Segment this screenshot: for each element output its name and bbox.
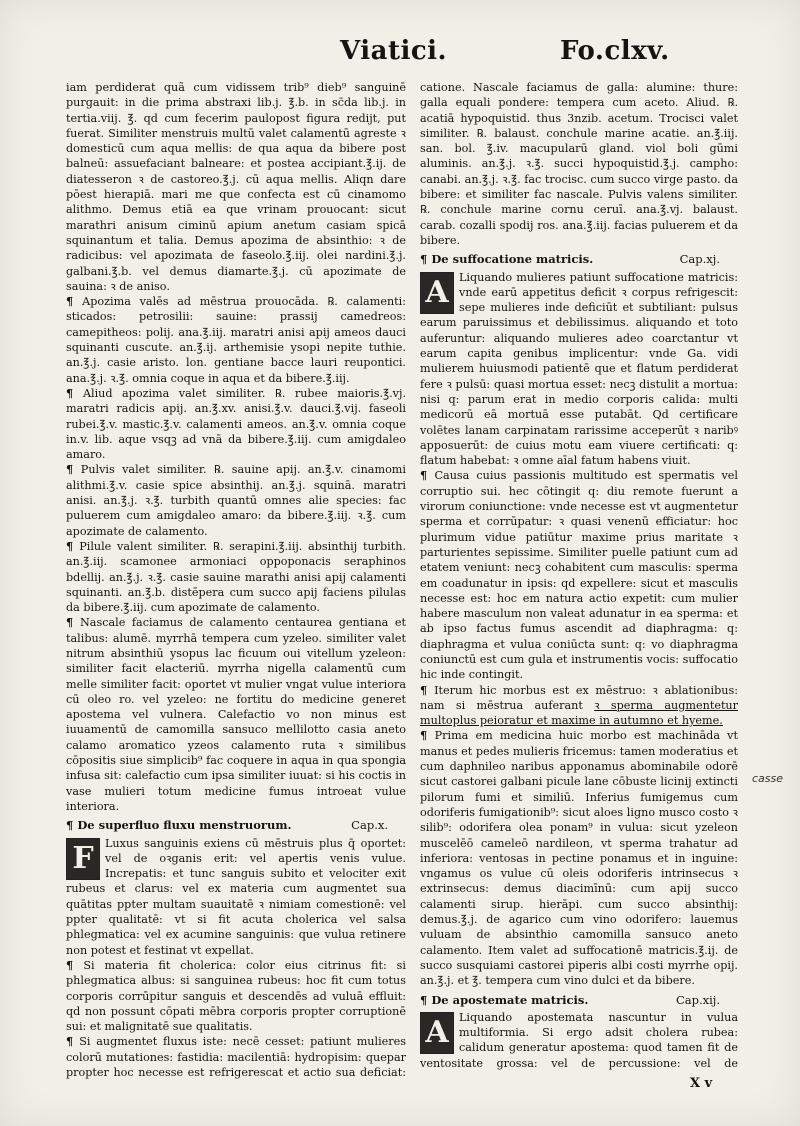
paragraph-mark-icon: ¶ — [420, 992, 432, 1007]
paragraph — [420, 1010, 738, 1070]
chapter-number: Cap.x. — [351, 818, 388, 833]
chapter-number: Cap.xij. — [675, 992, 720, 1007]
handwritten-margin-note: casse — [752, 772, 784, 785]
decorated-initial: A — [420, 1012, 454, 1054]
paragraph-mark-icon: ¶ — [66, 615, 81, 630]
paragraph — [420, 468, 738, 682]
paragraph-text: Iterum hic morbus est ex mēstruo: ꝛ ablationibus: nam si mēstrua auferant — [420, 683, 738, 712]
paragraph — [420, 683, 738, 729]
paragraph — [66, 539, 406, 615]
folio-number: Fo.clxv. — [560, 36, 670, 66]
running-head-title: Viatici. — [340, 36, 448, 66]
chapter-heading — [420, 252, 738, 267]
paragraph-text: Apozima valēs ad mēstrua prouocāda. ℞. calamenti: sticados: petrosilii: sauine: prassij camedreos: camepitheos: polij. ana.℥.iij. maratri anisi apij ameos dauci squinanti cuscute. an.℥.ij. arthemisie ysopi nepite tuthie. an.℥.j. casie aristo. lon. gentiane bacce lauri reupontici. ana.℥.j. ꝛ.℥. omnia coque in aqua et da bibere.℥.iij. — [66, 295, 406, 385]
decorated-initial: A — [420, 272, 454, 314]
paragraph-text: Prima em medicina huic morbo est machināda vt manus et pedes mulieris fricemus: tamen moderatius et cum daphnileo naribus apponamus abominabile odorē sicut castorei galbani picule lane cōbuste licinij extincti pilorum fumi et similiū. Inferius fumigemus cum odoriferis fumigationib⁹: sicut aloes ligno musco costo ꝛ silib⁹: odorifera olea ponam⁹ in vulua: sicut yzeleon muscelēō cameleō nardileon, vt sperma trahatur ad inferiora: ventosas in pectine ponamus et in inguine: vngamus os vulue cū oleis odoriferis intrinsecus ꝛ extrinsecus: demus diacimīnū: cum apij succo calamenti sirup. hierāpi. cum succo absinthij: demus.℥.j. de agarico cum vino odorifero: lauemus vuluam de absinthio camomilla sansuco aneto calamento. Item valet ad suffocationē matricis.℥.ij. de succo susquiami castorei piperis albi costi myrrhe opij. an.℥.j. et ℥. tempera cum vino dulci et da bibere. — [420, 729, 738, 988]
paragraph-text: Causa cuius passionis multitudo est spermatis vel corruptio sui. hec cōtingit q: diu remote fuerunt a virorum coniunctione: vnde necesse est vt augmentetur sperma et corrūpatur: ꝛ quasi venenū efficiatur: hoc plurimum vidue patiūtur maxime prius maritate ꝛ parturientes sepissime. Similiter puelle patiunt cum ad etatem veniunt: necꝫ cohabitent cum masculis: sperma em coadunatur in ipsis: qd expellere: sicut et masculis necesse est: hoc em natura actio expetit: cum mulier habere masculum non valeat adunatur in ea sperma: et ab ipso factus fumus ascendit ad diaphragma: q: diaphragma et vulua coniūcta sunt: q: vo diaphragma coniunctū est cum gula et instrumentis vocis: suffocatio hic inde contingit. — [420, 469, 738, 682]
paragraph-text: Si augmentet fluxus iste: necē cesset: patiunt mulieres colorū mutationes: fastidia: macilentiā: hydropisim: quepar propter hoc necesse est refrigerescat et actio sua deficiat: — [66, 1035, 406, 1079]
paragraph — [66, 615, 406, 814]
left-column — [66, 80, 406, 1080]
paragraph-mark-icon: ¶ — [420, 468, 435, 483]
chapter-heading — [420, 993, 738, 1008]
paragraph-text: Liquando apostemata nascuntur in vulua multiformia. Si ergo adsit cholera rubea: calidum generatur apostema: quod tamen fit de ventositate grossa: vel de percussione: vel de — [420, 1010, 738, 1070]
paragraph-text: Si materia fit cholerica: color eius citrinus fit: si phlegmatica albus: si sanguinea rubeus: hoc fit cum totus corporis corrūpitur sanguis et descendēs ad vuluā effluit: qd non possunt cōpati mēbra corporis propter corruptionē sui: et malignitatē sue qualitatis. — [66, 958, 406, 1034]
paragraph — [420, 270, 738, 469]
paragraph — [420, 728, 738, 988]
chapter-number: Cap.xj. — [679, 252, 720, 267]
paragraph-text: Aliud apozima valet similiter. ℞. rubee maioris.℥.vj. maratri radicis apij. an.℥.xv. anisi.℥.v. dauci.℥.vij. faseoli rubei.℥.v. mastic.℥.v. calamenti ameos. an.℥.v. omnia coque in.v. lib. aque vsqꝫ ad vnā da bibere.℥.iij. cum amigdaleo amaro. — [66, 386, 406, 462]
paragraph: iam perdiderat quã cum vidissem trib⁹ dieb⁹ sanguinē purgauit: in die prima abstraxi lib.j. ℥.b. in sc̄da lib.j. in tertia.viij. ℥. qd cum fecerim paulopost figura redijt, put fuerat. Similiter menstruis multū valet calamentū agreste ꝛ domesticū cum aqua mellis: de qua aqua da bibere post balneū: assuefaciant balneare: et postea accipiant.℥.ij. de diatesseron ꝛ de castoreo.℥.j. cū aqua mellis. Aliqn dare pōest hierapiā. mari me que confecta est cū cinamomo alithmo. Demus etiā ea que vrinam prouocant: sicut marathri anisum ciminū apium anetum casiam spicā squinantum et talia. Demus apozima de absinthio: ꝛ de radicibus: vel apozimata de faseolo.℥.iij. olei nardini.℥.j. galbani.℥.b. vel demus diamarte.℥.j. cū apozimate de sauina: ꝛ de aniso. — [66, 81, 406, 293]
paragraph-text: Pulvis valet similiter. ℞. sauine apij. an.℥.v. cinamomi alithmi.℥.v. casie spice absinthij. an.℥.j. squinā. maratri anisi. an.℥.j. ꝛ.℥. turbith quantū omnes alie species: fac puluerem cum amigdaleo amaro: da bibere.℥.iij. ꝛ.℥. cum apozimate de calamento. — [66, 463, 406, 538]
paragraph: catione. Nascale faciamus de galla: alumine: thure: galla equali pondere: tempera cum aceto. Aliud. ℞. acatiā hypoquistid. thus 3nzib. acetum. Trocisci valet similiter. ℞. balaust. conchule marine acatie. an.℥.iij. san. bol. ℥.iv. macupularū gland. viol boli gūmi aluminis. an.℥.j. ꝛ.℥. succi hypoquistid.℥.j. campho: canabi. an.℥.j. ꝛ.℥. fac trocisc. cum succo virge pasto. da bibere: et similiter fac nascale. Pulvis valens similiter. ℞. conchule marine cornu ceruī. ana.℥.vj. balaust. carab. cozalli spodij ros. ana.℥.iij. facias puluerem et da bibere. — [420, 81, 738, 247]
paragraph — [66, 836, 406, 958]
chapter-title: ¶ De superfluo fluxu menstruorum. — [66, 818, 292, 833]
paragraph — [66, 386, 406, 462]
paragraph-mark-icon: ¶ — [66, 1034, 80, 1049]
paragraph — [66, 462, 406, 538]
paragraph-mark-icon: ¶ — [66, 385, 83, 400]
paragraph-mark-icon: ¶ — [66, 294, 83, 309]
paragraph-mark-icon: ¶ — [420, 682, 435, 697]
paragraph-text: Luxus sanguinis exiens cū mēstruis plus q̄ oportet: vel de oꝛganis erit: vel apertis venis vulue. Increpatis: et tunc sanguis subito et velociter exit rubeus et clarus: vel ex materia cum augmentet sua quātitas ppter multam suauitatē ꝛ nimiam comestionē: vel ppter qualitatē: vt si fit acuta cholerica vel salsa phlegmatica: vel ex acumine sanguinis: que vulua retinere non potest et festinat vt expellat. — [66, 836, 406, 957]
paragraph-mark-icon: ¶ — [66, 818, 78, 833]
decorated-initial: F — [66, 838, 100, 880]
chapter-title: ¶ De suffocatione matricis. — [420, 252, 594, 267]
chapter-heading — [66, 818, 406, 833]
paragraph-text: Liquando mulieres patiunt suffocatione matricis: vnde earū appetitus deficit ꝛ corpus refrigescit: sepe mulieres inde deficiūt et subtiliant: pulsus earum paruissimus et debilissimus. aliquando et toto auferuntur: aliquando mulieres adeo coarctantur vt earum capita genibus implicentur: vnde Ga. vidi mulierem huiusmodi patientē que et flatum perdiderat fere ꝛ pulsū: quasi mortua esset: necꝫ distulit a mortua: nisi q: parum erat in medio corporis calida: multi medicorū eā mortuā esse putabāt. Qd certificare volētes lanam carpinatam rarissime acceperūt ꝛ naribꝰ apposuerūt: de cuius motu eam viuere certificati: q: flatum habebat: ꝛ omne aīal fatum habens viuit. — [420, 270, 738, 468]
paragraph — [66, 958, 406, 1034]
running-head — [0, 36, 800, 72]
chapter-title: ¶ De apostemate matricis. — [420, 992, 589, 1007]
paragraph-text: Pilule valent similiter. ℞. serapini.℥.iij. absinthij turbith. an.℥.iij. scamonee armoniaci oppoponacis seraphinos bdellij. an.℥.j. ꝛ.℥. casie sauine marathi anisi apij calamenti squinanti. an.℥.b. distēpera cum succo apij faciens pilulas da bibere.℥.iij. cum apozimate de calamento. — [66, 539, 406, 615]
paragraph — [66, 1034, 406, 1080]
paragraph-mark-icon: ¶ — [420, 728, 435, 743]
paragraph-mark-icon: ¶ — [66, 462, 81, 477]
signature-mark: X v — [690, 1076, 713, 1091]
right-column — [420, 80, 738, 1070]
paragraph-text: Nascale faciamus de calamento centaurea gentiana et talibus: alumē. myrrhā tempera cum yzeleo. similiter valet nitrum absinthiū ysopus lac ficuum oui vitellum yzeleon: similiter facit elacteriū. myrrha nigella calamentū cum melle similiter facit: oportet vt mulier vngat vulue interiora cū oleo ro. vel yzeleo: ne fortitu do medicine generet apostema vel vulnera. Calefactio vo non minus est iuuamentū de camomilla sansuco mellilotto casia aneto calamo aromatico yzeos calamento ruta ꝛ similibus cōpositis siue simplicib⁹ fac coquere in aqua in qua spongia infusa sit: calefactio cum ipsa similiter iuuat: si his coctis in vase mulieri totum medicine fumus introeat vulue interiora. — [66, 616, 406, 813]
paragraph-mark-icon: ¶ — [420, 252, 432, 267]
paragraph — [66, 294, 406, 386]
paragraph-mark-icon: ¶ — [66, 957, 84, 972]
underlined-passage: ꝛ sperma augmentetur multoplus peioratur et maxime in autumno et hyeme. — [420, 698, 738, 728]
paragraph-mark-icon: ¶ — [66, 538, 80, 553]
